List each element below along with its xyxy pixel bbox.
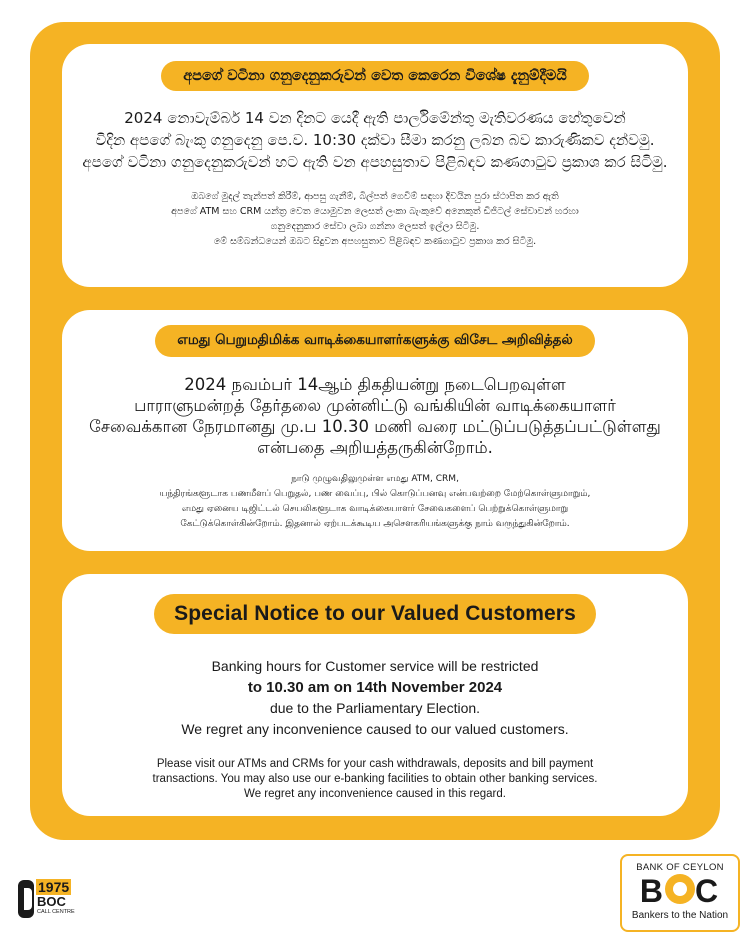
notice-lead-tamil (62, 374, 688, 458)
notice-fine-tamil (62, 472, 688, 532)
notice-fine-english (62, 757, 688, 802)
bank-logo (620, 854, 740, 932)
lead-line: අපගේ වටිනා ගනුදෙනුකරුවන් හට ඇති වන අපහසුතාව පිළිබඳව කණගාටුව ප්‍රකාශ කර සිටිමු. (82, 153, 668, 171)
lead-line-highlight: to 10.30 am on 14th November 2024 (247, 679, 503, 696)
fine-line: ගනුදෙනුකාර සේවා ලබා ගන්නා ලෙසත් ඉල්ලා සිටිමු. (270, 221, 480, 232)
fine-line: நாடு முழுவதிலுமுள்ள எமது ATM, CRM, (291, 474, 459, 484)
fine-line: Please visit our ATMs and CRMs for your cash withdrawals, deposits and bill payment (156, 758, 594, 770)
lead-line: due to the Parliamentary Election. (269, 700, 481, 716)
lead-line: Banking hours for Customer service will be restricted (211, 658, 539, 674)
lead-line: 2024 நவம்பர் 14ஆம் திகதியன்று நடைபெறவுள்ள (184, 375, 566, 394)
boc-logo-mark (622, 874, 738, 908)
notice-card-tamil (62, 310, 688, 551)
notice-title-english: Special Notice to our Valued Customers (154, 594, 596, 634)
logo-letter-b: B (639, 873, 665, 909)
call-centre-number: 1975 (38, 879, 70, 895)
notice-card-sinhala (62, 44, 688, 287)
fine-line: අපගේ ATM සහ CRM යන්ත්‍ර වෙත යොමුවන ලෙසත් ලංකා බැංකුවේ අනෙකුත් ඩිජිටල් සේවාවන් හරහා (171, 206, 579, 217)
notice-title-tamil: எமது பெறுமதிமிக்க வாடிக்கையாளர்களுக்கு விசேட அறிவித்தல் (155, 325, 594, 357)
lead-line: சேவைக்கான நேரமானது மு.ப 10.30 மணி வரை மட்டுப்படுத்தப்பட்டுள்ளது (89, 417, 661, 436)
fine-line: ඔබගේ මුදල් තැන්පත් කිරීම්, ආපසු ගැනීම්, බිල්පත් ගෙවීම් සඳහා දිවයින පුරා ස්ථාපිත කර ඇති (191, 191, 559, 202)
notice-card-english (62, 574, 688, 816)
notice-lead-english (62, 656, 688, 740)
fine-line: கேட்டுக்கொள்கின்றோம். இதனால் ஏற்படக்கூடிய அசௌகரியங்களுக்கு நாம் வருந்துகின்றோம். (180, 519, 570, 529)
lead-line: විදින අපගේ බැංකු ගනුදෙනු පෙ.ව. 10:30 දක්වා සීමා කරනු ලබන බව කාරුණිකව දන්වමු. (95, 131, 655, 149)
logo-letter-c: C (695, 873, 721, 909)
lead-line: பாராளுமன்றத் தேர்தலை முன்னிட்டு வங்கியின் வாடிக்கையாளர் (134, 396, 616, 415)
fine-line: யந்திரங்களூடாக பணமீளப் பெறுதல், பண வைப்பு, பில் கொடுப்பனவு என்பவற்றை மேற்கொள்ளுமாறும், (159, 489, 591, 499)
call-centre-label: CALL CENTRE (37, 909, 75, 915)
fine-line: මේ සම්බන්ධයෙන් ඔබට සිදුවන අපහසුතාව පිළිබඳව කණගාටුව ප්‍රකාශ කර සිටිමු. (213, 236, 537, 247)
notice-lead-sinhala (62, 107, 688, 173)
bank-tagline: Bankers to the Nation (631, 910, 729, 921)
phone-icon (18, 880, 34, 918)
bank-name: BANK OF CEYLON (636, 862, 724, 873)
notice-fine-sinhala (62, 189, 688, 249)
lead-line: We regret any inconvenience caused to our valued customers. (181, 721, 569, 737)
lead-line: என்பதை அறியத்தருகின்றோம். (257, 438, 493, 457)
call-centre-brand: BOC (37, 894, 66, 909)
call-centre-badge (18, 876, 75, 922)
logo-emblem-icon (665, 874, 695, 904)
fine-line: transactions. You may also use our e-banking facilities to obtain other banking services. (152, 773, 598, 785)
notice-title-sinhala: අපගේ වටිනා ගනුදෙනුකරුවන් වෙත කෙරෙන විශේෂ දැනුම්දීමයි (161, 61, 589, 91)
lead-line: 2024 නොවැම්බර් 14 වන දිනට යෙදී ඇති පාර්ලිමේන්තු මැතිවරණය හේතුවෙන් (124, 109, 626, 127)
fine-line: We regret any inconvenience caused in this regard. (244, 788, 506, 800)
fine-line: எமது ஏனைய டிஜிட்டல் செயலிகளூடாக வாடிக்கையாளர் சேவைகளைப் பெற்றுக்கொள்ளுமாறு (181, 504, 569, 514)
